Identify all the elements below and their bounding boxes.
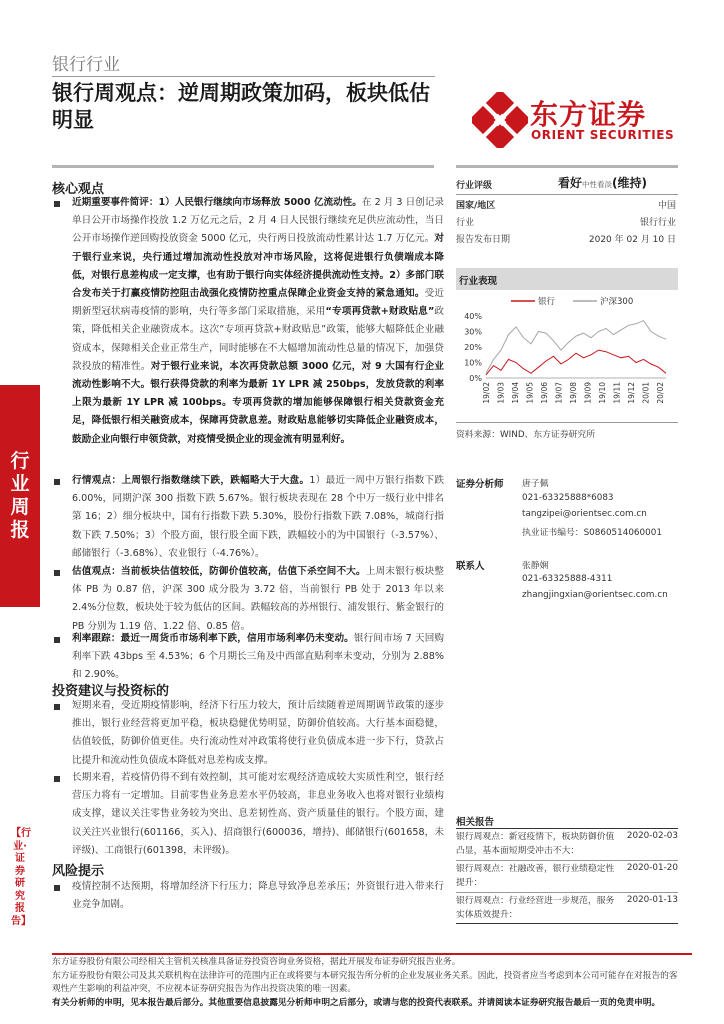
x-tick-label: 19/03 bbox=[496, 382, 506, 404]
rating-label: 行业评级 bbox=[456, 181, 493, 191]
rating-value bbox=[558, 174, 647, 191]
side-tab-char: 周 bbox=[10, 496, 30, 518]
body-text: 上周末银行板块整体 PB 为 0.87 倍，沪深 300 成分股为 3.72 倍，当前银行 PB 处于 2013 年以来 2.4%分位数，板块处于较为低估的区间。跌幅较高的苏州银行、浦发银行、紫金银行的 PB 分别为 1.19 倍、1.22 倍、0.85 倍。 bbox=[72, 566, 445, 632]
chart-source: 资料来源：WIND、东方证券研究所 bbox=[456, 430, 596, 440]
side-tab bbox=[0, 385, 40, 607]
industry-label: 银行行业 bbox=[52, 55, 120, 75]
contact-role: 联系人 bbox=[456, 561, 485, 572]
info-row-value: 银行行业 bbox=[639, 218, 676, 228]
report-title: 银行周观点：逆周期政策加码，板块低估明显 bbox=[52, 81, 430, 132]
related-heading: 相关报告 bbox=[456, 817, 495, 828]
emphasis-text: 近期重要事件简评： bbox=[72, 197, 159, 208]
y-tick-label: 20% bbox=[464, 343, 482, 352]
info-row-industry bbox=[456, 215, 676, 231]
footer-rule bbox=[52, 953, 692, 955]
related-item[interactable] bbox=[456, 863, 678, 891]
emphasis-text: 行情观点：上周银行指数继续下跌，跌幅略大于大盘。 bbox=[72, 475, 310, 486]
related-title[interactable]: 银行周观点：新冠疫情下，板块防御价值凸显，基本面短期受冲击不大： bbox=[456, 832, 615, 856]
contact-phone: 021-63325888-4311 bbox=[522, 574, 613, 584]
info-row-label: 行业 bbox=[456, 218, 475, 228]
divider bbox=[456, 422, 678, 423]
analyst-role: 证券分析师 bbox=[456, 479, 504, 490]
divider bbox=[456, 860, 678, 861]
core-item-1 bbox=[72, 194, 444, 449]
info-row-value: 2020 年 02 月 10 日 bbox=[588, 235, 676, 245]
legend-label: 银行 bbox=[538, 297, 556, 307]
bullet bbox=[54, 885, 60, 891]
y-tick-label: 0% bbox=[469, 374, 482, 383]
series-line-沪深300 bbox=[486, 321, 666, 374]
core-item-3 bbox=[72, 563, 444, 636]
bullet bbox=[54, 201, 60, 207]
core-item-2 bbox=[72, 472, 444, 563]
body-text: 在 2 月 3 日创记录单日公开市场操作投放 1.2 万亿元之后，2 月 4 日人民银行继续充足供应流动性，当日公开市场操作逆回购投放资金 5000 亿元，央行两日投放流动性累计达 1.7 万亿元。 bbox=[72, 197, 445, 245]
title-rule-left bbox=[52, 165, 434, 168]
related-date: 2020-01-13 bbox=[626, 895, 678, 905]
investment-heading: 投资建议与投资标的 bbox=[52, 684, 170, 699]
rating-tail: (维持) bbox=[612, 176, 647, 190]
y-tick-label: 10% bbox=[464, 358, 482, 368]
series-line-银行 bbox=[486, 350, 666, 375]
x-tick-label: 20/02 bbox=[656, 382, 665, 404]
x-tick-label: 19/07 bbox=[554, 382, 564, 404]
x-tick-label: 20/01 bbox=[641, 382, 651, 404]
logo-name-en: ORIENT SECURITIES bbox=[531, 128, 675, 142]
related-item[interactable] bbox=[456, 895, 678, 923]
analyst-name: 唐子佩 bbox=[522, 479, 549, 489]
x-tick-label: 19/05 bbox=[525, 382, 535, 404]
footer-line-1: 东方证券股份有限公司经相关主管机关核准具备证券投资咨询业务资格，据此开展发布证券研究报告业务。 bbox=[52, 957, 461, 967]
divider bbox=[456, 828, 678, 829]
title-rule-right bbox=[456, 165, 678, 168]
y-tick-label: 30% bbox=[464, 327, 482, 337]
divider bbox=[456, 923, 678, 924]
emphasis-text: “专项再贷款+财政贴息” bbox=[325, 306, 435, 318]
body-text: 受近期新型冠状病毒疫情的影响，央行等多部门采取措施，采用 bbox=[72, 288, 445, 318]
investment-item-1: 短期来看，受近期疫情影响，经济下行压力较大，预计后续随着逆周期调节政策的逐步推出，银行业经营将更加平稳，板块稳健优势明显，防御价值较高。大行基本面稳健，估值较低，防御价值更佳。央行流动性对冲政策将使行业负债成本进一步下行，贷款占比提升和流动性负债成本降低对息差构成支撑。 bbox=[72, 700, 444, 766]
emphasis-text: 1）人民银行继续向市场释放 5000 亿流动性。 bbox=[158, 197, 362, 208]
emphasis-text: 对于银行业来说，央行通过增加流动性投放对冲市场风险，这将促进银行负债端成本降低，对银行息差构成一定支撑，也有助于银行向实体经济提供流动性支持。2）多部门联合发布关于打赢疫情防控阻击战强化疫情防控重点保障企业资金支持的紧急通知。 bbox=[72, 233, 444, 300]
related-date: 2020-01-20 bbox=[626, 863, 678, 873]
emphasis-text: 估值观点：当前板块估值较低，防御价值较高，估值下杀空间不大。 bbox=[72, 566, 366, 577]
analyst-phone: 021-63325888*6083 bbox=[522, 493, 614, 503]
analyst-license: 执业证书编号：S0860514060001 bbox=[522, 528, 662, 538]
side-tab-char: 行 bbox=[10, 450, 30, 472]
side-vertical-note: 【行业·证券研究报告】 bbox=[11, 828, 31, 927]
info-row-region bbox=[456, 198, 676, 214]
info-row-date bbox=[456, 232, 676, 248]
divider bbox=[456, 194, 678, 195]
x-tick-label: 19/08 bbox=[569, 382, 578, 404]
core-item-4 bbox=[72, 630, 444, 685]
info-row-label: 国家/地区 bbox=[456, 201, 496, 211]
x-tick-label: 19/02 bbox=[482, 382, 491, 404]
x-tick-label: 19/09 bbox=[583, 382, 593, 404]
x-tick-label: 19/10 bbox=[598, 382, 607, 404]
side-tab-char: 报 bbox=[10, 519, 30, 541]
contact-email[interactable]: zhangjingxian@orientsec.com.cn bbox=[522, 590, 668, 600]
bullet bbox=[54, 776, 60, 782]
bullet bbox=[54, 479, 60, 485]
emphasis-text: 利率跟踪：最近一周货币市场利率下跌，信用市场利率仍未变动。 bbox=[72, 633, 354, 644]
orient-logo-icon bbox=[472, 92, 528, 148]
divider bbox=[456, 892, 678, 893]
side-tab-char: 业 bbox=[10, 473, 30, 495]
info-row-value: 中国 bbox=[657, 201, 676, 211]
y-tick-label: 40% bbox=[464, 312, 482, 321]
bullet bbox=[54, 704, 60, 710]
related-item[interactable] bbox=[456, 831, 678, 859]
bullet bbox=[54, 637, 60, 643]
related-date: 2020-02-03 bbox=[626, 831, 678, 841]
x-tick-label: 19/12 bbox=[627, 382, 636, 404]
analyst-email[interactable]: tangzipei@orientsec.com.cn bbox=[522, 509, 647, 519]
footer-line-3: 有关分析师的申明，见本报告最后部分。其他重要信息披露见分析师申明之后部分，或请与您的投资代表联系。并请阅读本证券研究报告最后一页的免责申明。 bbox=[52, 998, 661, 1008]
footer-line-2: 东方证券股份有限公司及其关联机构在法律许可的范围内正在或将要与本研究报告所分析的企业发展业务关系。因此，投资者应当考虑到本公司可能存在对报告的客观性产生影响的利益冲突，不应视本证券研究报告为作出投资决策的唯一因素。 bbox=[52, 971, 678, 994]
body-text: 政策，降低相关企业融资成本。这次“专项再贷款+财政贴息”政策，能够大幅降低企业融资成本，保障相关企业正常生产，同时能够在不大幅增加流动性总量的情况下，加强贷款投放的精准性。 bbox=[72, 306, 445, 372]
emphasis-text: 对于银行业来说，本次再贷款总额 3000 亿元，对 9 大国有行企业流动性影响不大。银行获得贷款的利率为最新 1Y LPR 减 250bps，发放贷款的利率上限为最新 1Y LPR 减 100bps。专项再贷款的增加能够保障银行相关贷款资金充足，降低银行相关融资成本，保障再贷款息差。财政贴息能够切实降低企业融资成本，鼓励企业向银行申领贷款，对疫情受损企业的现金流有明显利好。 bbox=[72, 360, 444, 445]
risk-item-1: 疫情控制不达预期，将增加经济下行压力；降息导致净息差承压；外资银行进入带来行业竞争加剧。 bbox=[72, 881, 444, 911]
x-tick-label: 19/04 bbox=[511, 382, 520, 404]
core-view-heading: 核心观点 bbox=[52, 182, 105, 197]
contact-name: 张静娴 bbox=[522, 561, 549, 571]
related-title[interactable]: 银行周观点：行业经营进一步规范，服务实体质效提升： bbox=[456, 896, 615, 920]
rating-mid: 中性看淡 bbox=[582, 180, 613, 189]
x-tick-label: 19/06 bbox=[540, 382, 549, 404]
industry-performance-chart bbox=[456, 292, 678, 420]
bullet bbox=[54, 570, 60, 576]
chart-title: 行业表现 bbox=[459, 276, 498, 287]
rating-main: 看好 bbox=[558, 176, 583, 190]
body-text: 银行间市场 7 天回购利率下跌 43bps 至 4.53%；6 个月期长三角及中西部直贴利率未变动，分别为 2.88%和 2.90%。 bbox=[72, 633, 445, 681]
related-title[interactable]: 银行周观点：社融改善，银行业绩稳定性提升： bbox=[456, 864, 615, 888]
header-rule bbox=[52, 76, 435, 77]
legend-label: 沪深300 bbox=[600, 297, 634, 307]
investment-item-2: 长期来看，若疫情仍得不到有效控制，其可能对宏观经济造成较大实质性利空，银行经营压力将有一定增加。目前零售业务息差水平仍较高，非息业务收入也将对银行业绩构成支撑，建议关注零售业务较为突出、息差韧性高、资产质量佳的银行。个股方面，建议关注兴业银行(601166，买入)、招商银行(600036，增持)、邮储银行(601658，未评级)、工商银行(601398，未评级)。 bbox=[72, 772, 444, 856]
body-text: 1）最近一周中万银行指数下跌 6.00%，同期沪深 300 指数下跌 5.67%。银行板块表现在 28 个中万一级行业中排名第 16；2）细分板块中，国有行指数下跌 5.30%，股份行指数下跌 7.08%，城商行指数下跌 7.50%；3）个股方面，银行股全面下跌，跌幅较小的为中国银行（-3.57%）、邮储银行（-3.68%）、农业银行（-4.76%）。 bbox=[72, 475, 445, 559]
risk-heading: 风险提示 bbox=[52, 864, 105, 879]
info-row-label: 报告发布日期 bbox=[456, 235, 511, 245]
x-tick-label: 19/11 bbox=[612, 382, 622, 404]
logo-name-cn: 东方证券 bbox=[530, 98, 647, 131]
